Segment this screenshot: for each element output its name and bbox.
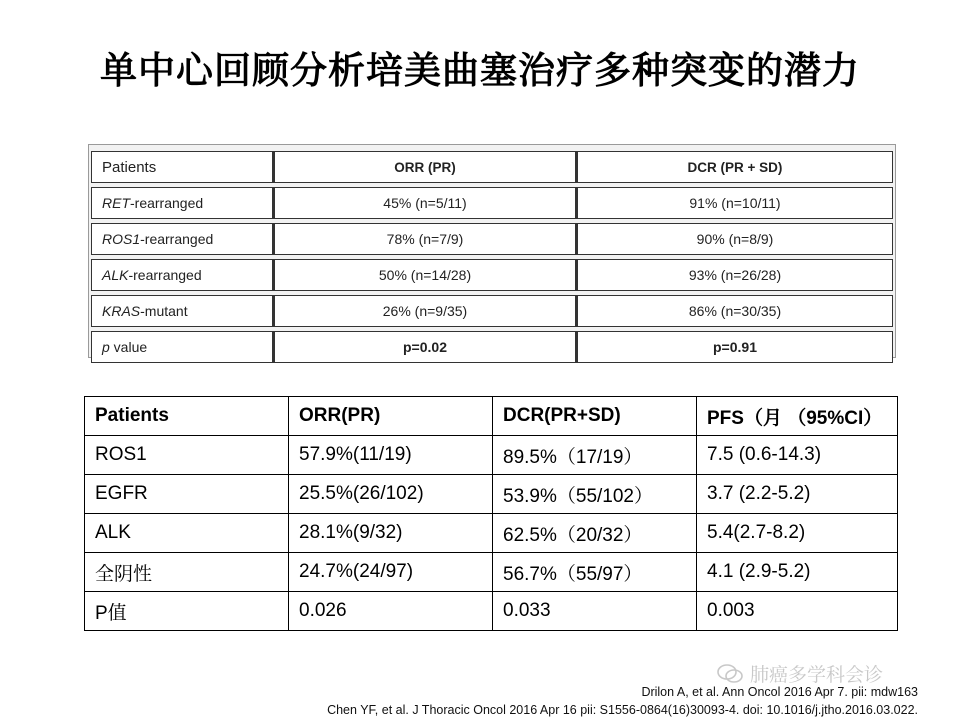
reference-drilon: Drilon A, et al. Ann Oncol 2016 Apr 7. pii: mdw163	[641, 685, 918, 699]
dcr-cell: 56.7%（55/97）	[493, 553, 697, 592]
header-dcr: DCR (PR + SD)	[578, 151, 893, 183]
row-label: ROS1-rearranged	[91, 223, 275, 255]
watermark-text: 肺癌多学科会诊	[750, 664, 884, 686]
table-row	[85, 436, 898, 475]
dcr-cell: 91% (n=10/11)	[578, 187, 893, 219]
orr-cell: 28.1%(9/32)	[289, 514, 493, 553]
header-patients: Patients	[91, 151, 275, 183]
orr-cell: 24.7%(24/97)	[289, 553, 493, 592]
table-row	[85, 514, 898, 553]
orr-cell: 78% (n=7/9)	[275, 223, 578, 255]
header-patients: Patients	[85, 397, 289, 436]
table-row	[85, 475, 898, 514]
references	[327, 683, 918, 719]
reference-chen: Chen YF, et al. J Thoracic Oncol 2016 Apr 16 pii: S1556-0864(16)30093-4. doi: 10.1016/j.jtho.2016.03.022.	[327, 703, 918, 717]
table-row	[91, 223, 893, 255]
dcr-cell: 53.9%（55/102）	[493, 475, 697, 514]
row-label: p value	[91, 331, 275, 363]
table-row	[85, 553, 898, 592]
dcr-cell: 86% (n=30/35)	[578, 295, 893, 327]
header-pfs: PFS（月 （95%CI）	[697, 397, 898, 436]
slide-title: 单中心回顾分析培美曲塞治疗多种突变的潜力	[100, 49, 860, 92]
orr-pvalue: p=0.02	[275, 331, 578, 363]
drilon-table	[91, 147, 893, 367]
dcr-cell: 93% (n=26/28)	[578, 259, 893, 291]
dcr-cell: 0.033	[493, 592, 697, 631]
pfs-cell: 4.1 (2.9-5.2)	[697, 553, 898, 592]
header-orr: ORR (PR)	[275, 151, 578, 183]
orr-cell: 45% (n=5/11)	[275, 187, 578, 219]
table-row	[91, 187, 893, 219]
orr-cell: 25.5%(26/102)	[289, 475, 493, 514]
table-row	[91, 295, 893, 327]
chen-table	[84, 396, 898, 631]
orr-cell: 50% (n=14/28)	[275, 259, 578, 291]
pfs-cell: 0.003	[697, 592, 898, 631]
orr-cell: 26% (n=9/35)	[275, 295, 578, 327]
pvalue-row	[91, 331, 893, 363]
dcr-cell: 89.5%（17/19）	[493, 436, 697, 475]
dcr-pvalue: p=0.91	[578, 331, 893, 363]
row-label: RET-rearranged	[91, 187, 275, 219]
row-label: P值	[85, 592, 289, 631]
dcr-cell: 62.5%（20/32）	[493, 514, 697, 553]
table-row	[91, 259, 893, 291]
header-dcr: DCR(PR+SD)	[493, 397, 697, 436]
pfs-cell: 3.7 (2.2-5.2)	[697, 475, 898, 514]
image-table-drilon	[88, 144, 896, 358]
pfs-cell: 5.4(2.7-8.2)	[697, 514, 898, 553]
row-label: ALK	[85, 514, 289, 553]
orr-cell: 57.9%(11/19)	[289, 436, 493, 475]
table-row	[85, 592, 898, 631]
dcr-cell: 90% (n=8/9)	[578, 223, 893, 255]
header-orr: ORR(PR)	[289, 397, 493, 436]
pfs-cell: 7.5 (0.6-14.3)	[697, 436, 898, 475]
row-label: KRAS-mutant	[91, 295, 275, 327]
orr-cell: 0.026	[289, 592, 493, 631]
wechat-icon	[716, 663, 744, 685]
table-header-row	[85, 397, 898, 436]
row-label: EGFR	[85, 475, 289, 514]
row-label: ALK-rearranged	[91, 259, 275, 291]
row-label: 全阴性	[85, 553, 289, 592]
row-label: ROS1	[85, 436, 289, 475]
table-header-row	[91, 151, 893, 183]
